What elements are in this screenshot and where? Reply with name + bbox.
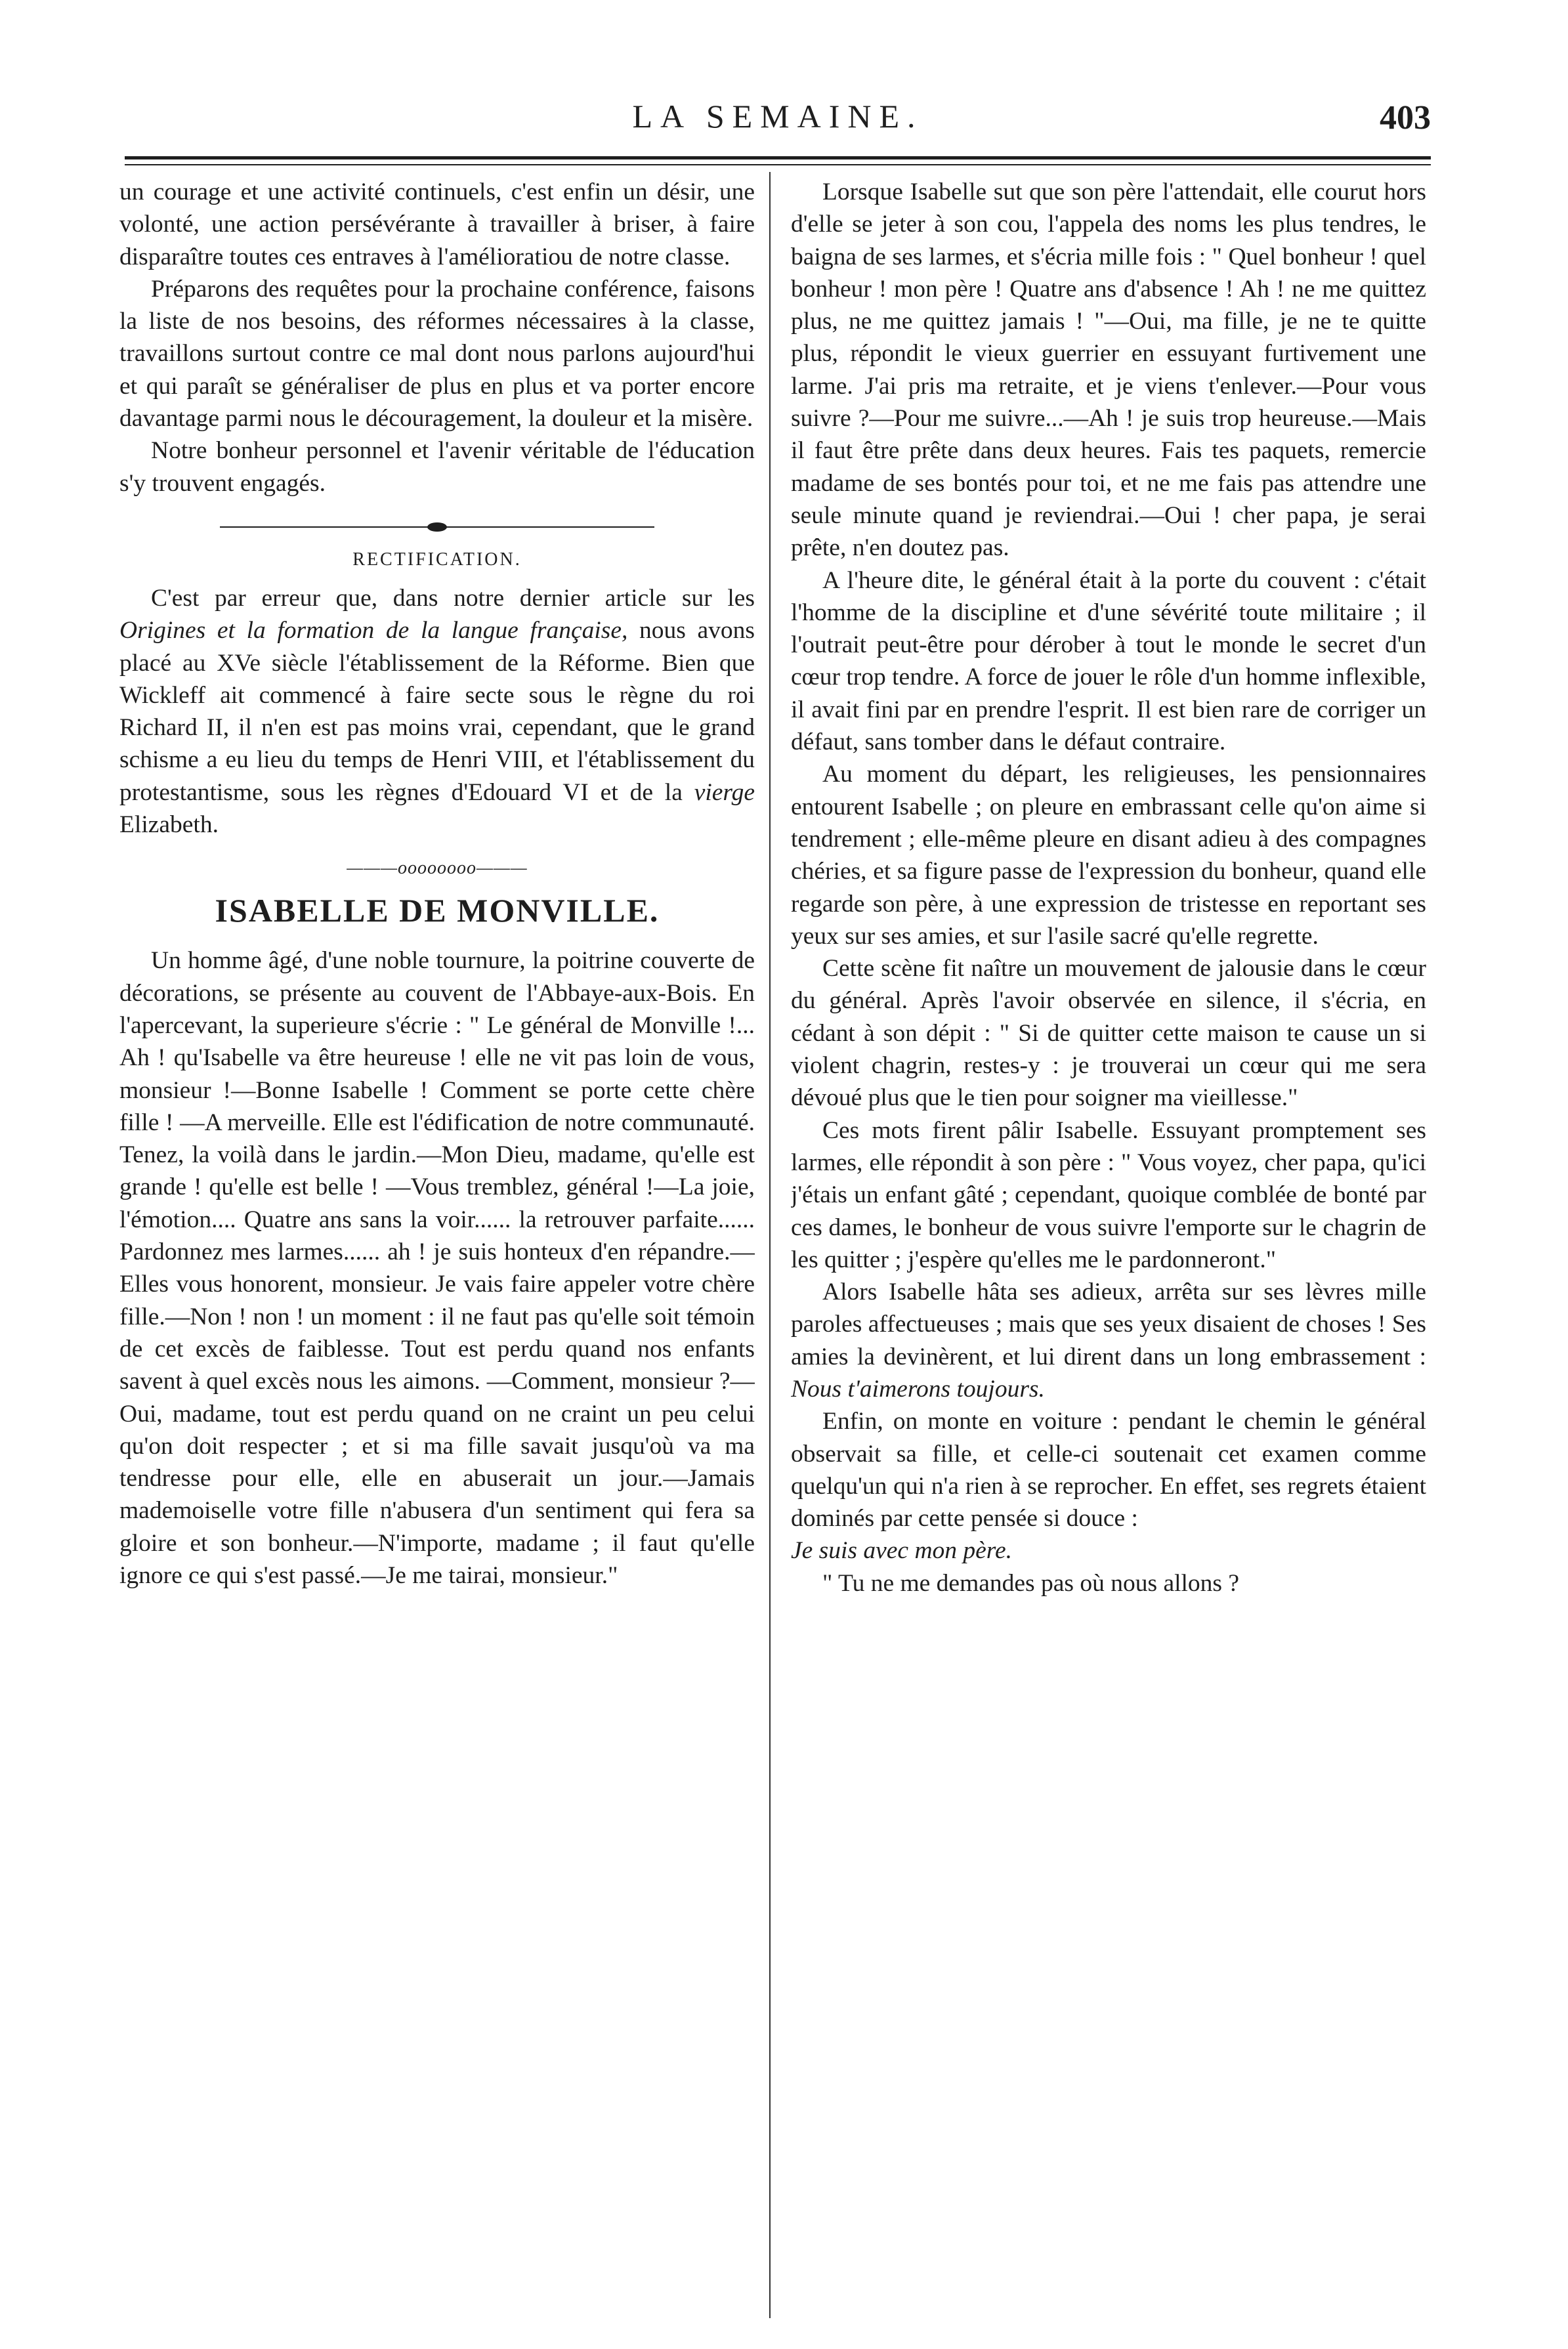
paragraph: Lorsque Isabelle sut que son père l'attendait, elle courut hors d'elle se jeter à son cou, l'appela des noms les plus tendres, le baigna de ses larmes, et s'écria mille fois : " Quel bonheur ! quel bonheur ! mon père ! Quatre ans d'absence ! Ah ! ne me quittez plus, ne me quittez jamais ! "—Oui, ma fille, je ne te quitte plus, répondit le vieux guerrier en essuyant furtivement une larme. J'ai pris ma retraite, et je viens t'enlever.—Pour vous suivre ?—Pour me suivre...—Ah ! je suis trop heureuse.—Mais il faut être prête dans deux heures. Fais tes paquets, remercie madame de ses bontés pour toi, et ne me fais pas attendre une seule minute quand je reviendrai.—Oui ! cher papa, je serai prête, n'en doutez pas. xyxy=(791,179,1426,562)
section-heading-rectification: RECTIFICATION. xyxy=(352,549,522,570)
paragraph: un courage et une activité continuels, c'est enfin un désir, une volonté, une action persévérante à travailler à briser, à faire disparaître toutes ces entraves à l'amélioratiou de notre classe. xyxy=(119,179,755,270)
paragraph xyxy=(791,1405,1426,1567)
column-divider xyxy=(769,172,771,2318)
paragraph: Cette scène fit naître un mouvement de jalousie dans le cœur du général. Après l'avoir observée en silence, il s'écria, en cédant à son dépit : " Si de quitter cette maison te cause un si violent chagrin, restes-y : je trouverai un cœur qui me sera dévoué plus que le tien pour soigner ma vieillesse." xyxy=(791,955,1426,1112)
text-run: Elizabeth. xyxy=(119,811,219,839)
italic-run: vierge xyxy=(694,778,755,806)
paragraph: A l'heure dite, le général était à la porte du couvent : c'était l'homme de la discipline et d'une sévérité toute militaire ; il l'outrait peut-être pour dérober à tout le monde le secret d'un cœur trop tendre. A force de jouer le rôle d'un homme inflexible, il avait fini par en prendre l'esprit. Il est bien rare de corriger un défaut, sans tomber dans le défaut contraire. xyxy=(791,566,1426,756)
header-rule-thick xyxy=(125,156,1431,159)
italic-run: Nous t'aimerons toujours. xyxy=(791,1375,1045,1403)
left-column xyxy=(119,176,755,2316)
page-number: 403 xyxy=(1380,99,1431,137)
paragraph: Au moment du départ, les religieuses, les pensionnaires entourent Isabelle ; on pleure en embrassant celle qu'on aime si tendrement ; elle-même pleure en disant adieu à des compagnes chéries, et sa figure passe de l'expression du bonheur, quand elle regarde son père, à une expression de tristesse en reportant ses yeux sur ses amies, et sur l'asile sacré qu'elle regrette. xyxy=(791,761,1426,950)
text-run: Alors Isabelle hâta ses adieux, arrêta sur ses lèvres mille paroles affectueuses ; mais que ses yeux disaient de choses ! Ses amies la devinèrent, et lui dirent dans un long embrassement : xyxy=(791,1279,1426,1370)
running-title: LA SEMAINE. xyxy=(632,98,923,135)
paragraph: Notre bonheur personnel et l'avenir véritable de l'éducation s'y trouvent engagés. xyxy=(119,437,755,497)
paragraph: Un homme âgé, d'une noble tournure, la poitrine couverte de décorations, se présente au couvent de l'Abbaye-aux-Bois. En l'apercevant, la superieure s'écrie : " Le général de Monville !... Ah ! qu'Isabelle va être heureuse ! elle ne vit pas loin de vous, monsieur !—Bonne Isabelle ! Comment se porte cette chère fille ! —A merveille. Elle est l'édification de notre communauté. Tenez, la voilà dans le jardin.—Mon Dieu, madame, qu'elle est grande ! qu'elle est belle ! —Vous tremblez, général !—La joie, l'émotion.... Quatre ans sans la voir...... la retrouver parfaite...... Pardonnez mes larmes...... ah ! je suis honteux d'en répandre.—Elles vous honorent, monsieur. Je vais faire appeler votre chère fille.—Non ! non ! un moment : il ne faut pas qu'elle soit témoin de cet excès de faiblesse. Tout est perdu quand nos enfants savent à quel excès nous les aimons. —Comment, monsieur ?—Oui, madame, tout est perdu quand on ne craint un peu celui qu'on doit respecter ; et si ma fille savait jusqu'où va ma tendresse pour elle, elle en abuserait un jour.—Jamais mademoiselle votre fille n'abusera d'un sentiment qui fera sa gloire et son bonheur.—N'importe, madame ; il faut qu'elle ignore ce qui s'est passé.—Je me tairai, monsieur." xyxy=(119,947,755,1589)
story-title: ISABELLE DE MONVILLE. xyxy=(215,892,660,929)
italic-run: Je suis avec mon père. xyxy=(791,1537,1013,1565)
text-run: nous avons placé au XVe siècle l'établissement de la Réforme. Bien que Wickleff ait commencé à faire secte sous le règne du roi Richard II, il n'en est pas moins vrai, cependant, que le grand schisme a eu lieu du temps de Henri VIII, et l'établissement du protestantisme, sous les règnes d'Edouard VI et de la xyxy=(119,617,755,806)
paragraph: " Tu ne me demandes pas où nous allons ? xyxy=(822,1569,1240,1597)
rectification-paragraph xyxy=(119,582,755,841)
ornament-line xyxy=(444,526,654,528)
text-run: C'est par erreur que, dans notre dernier article sur les xyxy=(151,584,755,612)
italic-run: Origines et la formation de la langue française, xyxy=(119,617,628,645)
paragraph: Préparons des requêtes pour la prochaine conférence, faisons la liste de nos besoins, des réformes nécessaires à la classe, travaillons surtout contre ce mal dont nous parlons aujourd'hui et qui paraît se généraliser de plus en plus et va porter encore davantage parmi nous le découragement, la douleur et la misère. xyxy=(119,275,755,433)
page-header xyxy=(125,97,1431,150)
paragraph: Ces mots firent pâlir Isabelle. Essuyant promptement ses larmes, elle répondit à son père : " Vous voyez, cher papa, qu'ici j'étais un enfant gâté ; cependant, quoique comblée de bonté par ces dames, le bonheur de vous suivre l'emporte sur le chagrin de les quitter ; j'espère qu'elles me le pardonneront." xyxy=(791,1116,1426,1273)
right-column xyxy=(791,176,1426,2316)
paragraph xyxy=(791,1276,1426,1405)
ornament-line xyxy=(220,526,430,528)
zeros-divider: ———oooooooo——— xyxy=(347,858,528,879)
ornament-divider xyxy=(119,510,755,541)
header-rule-thin xyxy=(125,164,1431,165)
text-run: Enfin, on monte en voiture : pendant le chemin le général observait sa fille, et celle-ci soutenait cet examen comme quelqu'un qui n'a rien à se reprocher. En effet, ses regrets étaient dominés par cette pensée si douce : xyxy=(791,1408,1426,1533)
zeros-text: oooooooo xyxy=(398,858,477,879)
